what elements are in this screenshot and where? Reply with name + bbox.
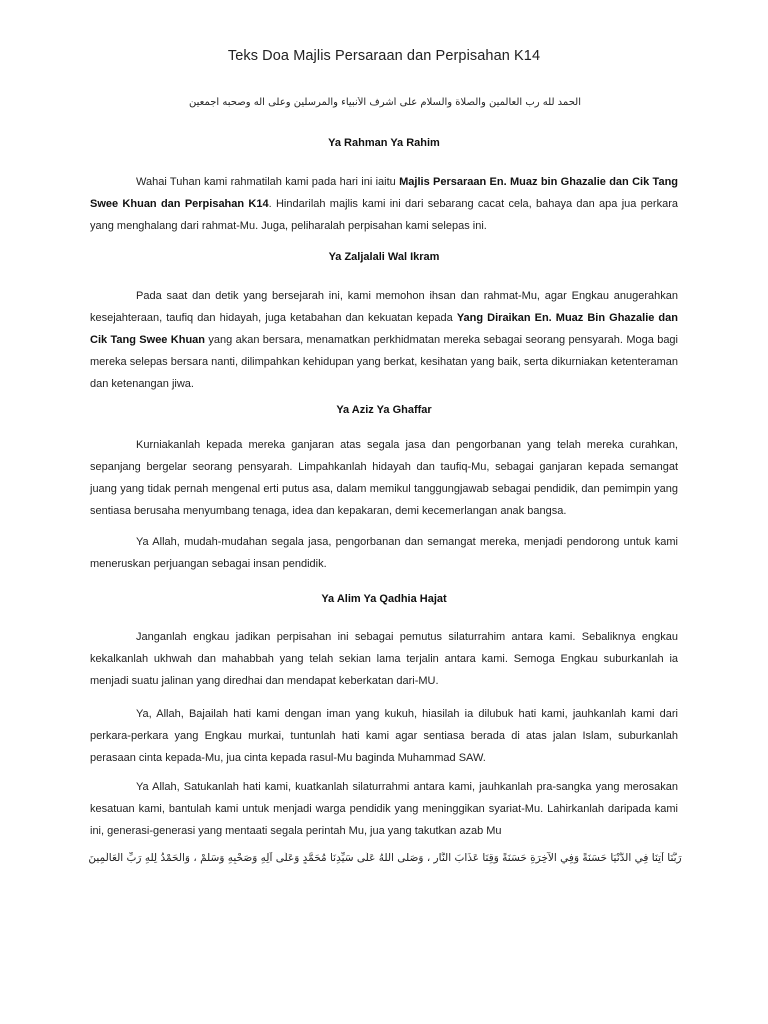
paragraph-text: Ya Allah, Satukanlah hati kami, kuatkanlah silaturrahmi antara kami, jauhkanlah pra-sangka yang merosakan kesatuan kami, bantulah kami untuk menjadi warga pendidik yang meninggikan syariat-Mu. Lahirkanlah daripada kami ini, generasi-generasi yang mentaati segala perintah Mu, jua yang takutkan azab Mu — [90, 781, 678, 837]
arabic-closing-line: رَبَّنَا آتِنَا فِي الدُّنْيَا حَسَنَةً وَفِي الآخِرَةِ حَسَنَةً وَقِنَا عَذَابَ النَّارِ ، وَصَلَّى اللهُ عَلَى سَيِّدِنَا مُحَمَّدٍ وَعَلَى آلِهِ وَصَحْبِهِ وَسَلَّمْ ، وَالْحَمْدُ لِلَّهِ رَبِّ الْعَالَمِينَ — [88, 852, 682, 864]
paragraph-text: Ya Allah, mudah-mudahan segala jasa, pengorbanan dan semangat mereka, menjadi pendorong untuk kami meneruskan perjuangan sebagai insan pendidik. — [90, 536, 678, 570]
paragraph-text: Ya, Allah, Bajailah hati kami dengan iman yang kukuh, hiasilah ia dilubuk hati kami, jauhkanlah kami dari perkara-perkara yang Engkau murkai, tuntunlah hati kami agar sentiasa berada di atas jalan Islam, suburkanlah perasaan cinta kepada-Mu, jua cinta kepada rasul-Mu baginda Muhammad SAW. — [90, 708, 678, 764]
document-title: Teks Doa Majlis Persaraan dan Perpisahan K14 — [227, 48, 541, 64]
arabic-opening-line: الحمد لله رب العالمين والصلاة والسلام على أشرف الأنبياء والمرسلين وعلى آله وصحبه أجمعين — [189, 97, 581, 108]
section-heading-ya-zaljalali: Ya Zaljalali Wal Ikram — [328, 251, 440, 263]
paragraph-text: . Hindarilah majlis kami ini dari sebarang cacat cela, bahaya dan apa jua perkara yang menghalang dari rahmat-Mu. Juga, peliharalah perpisahan kami selepas ini. — [90, 198, 678, 232]
paragraph-text: Janganlah engkau jadikan perpisahan ini sebagai pemutus silaturrahim antara kami. Sebaliknya engkau kekalkanlah ukhwah dan mahabbah yang telah sekian lama terjalin antara kami. Semoga Engkau suburkanlah ia menjadi suatu jalinan yang diredhai dan mendapat keberkatan dari-MU. — [90, 631, 678, 687]
paragraph-zaljalali — [90, 285, 678, 395]
paragraph-bold-text: Yang Diraikan En. Muaz Bin Ghazalie dan Cik Tang Swee Khuan — [90, 312, 678, 346]
paragraph-text: Kurniakanlah kepada mereka ganjaran atas segala jasa dan pengorbanan yang telah mereka curahkan, sepanjang bergelar seorang pensyarah. Limpahkanlah hidayah dan taufiq-Mu, sebagai ganjaran kepada semangat juang yang tidak pernah mengenal erti putus asa, dalam memikul tanggungjawab sebagai pendidik, dan pemimpin yang sentiasa berusaha menyumbang tenaga, idea dan kepakaran, demi kecemerlangan anak bangsa. — [90, 439, 678, 517]
paragraph-alim-1 — [90, 626, 678, 692]
paragraph-text: yang akan bersara, menamatkan perkhidmatan mereka sebagai seorang pensyarah. Moga bagi mereka selepas bersara nanti, dilimpahkan kehidupan yang berkat, kesihatan yang baik, serta dikurniakan ketenteraman dan ketenangan jiwa. — [90, 334, 678, 390]
paragraph-aziz-2 — [90, 531, 678, 575]
paragraph-alim-2 — [90, 703, 678, 769]
paragraph-text: Wahai Tuhan kami rahmatilah kami pada hari ini iaitu — [136, 176, 400, 188]
section-heading-ya-rahman: Ya Rahman Ya Rahim — [328, 137, 440, 149]
section-heading-ya-aziz: Ya Aziz Ya Ghaffar — [336, 404, 432, 416]
paragraph-rahman — [90, 171, 678, 237]
section-heading-ya-alim: Ya Alim Ya Qadhia Hajat — [321, 593, 447, 605]
paragraph-text: Pada saat dan detik yang bersejarah ini, kami memohon ihsan dan rahmat-Mu, agar Engkau anugerahkan kesejahteraan, taufiq dan hidayah, juga ketabahan dan kekuatan kepada — [90, 290, 678, 324]
paragraph-aziz-1 — [90, 434, 678, 522]
paragraph-bold-text: Majlis Persaraan En. Muaz bin Ghazalie dan Cik Tang Swee Khuan dan Perpisahan K14 — [90, 176, 679, 210]
paragraph-alim-3 — [90, 776, 678, 842]
